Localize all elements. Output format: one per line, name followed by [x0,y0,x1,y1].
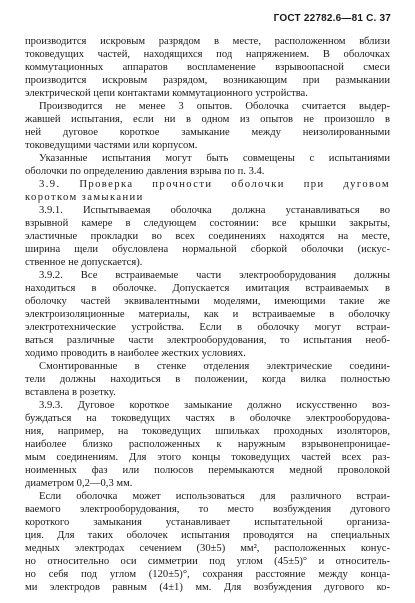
text-line: электрической цепи контактами коммутационного устройства. [25,88,308,99]
text-line: 3.9.3. Дуговое короткое замыкание должно искусственно воз- [39,400,390,411]
text-line: коммутационных аппаратов воспламенение взрывоопасной смеси [25,62,390,73]
text-line: находиться в оболочке. Допускается имитация встраиваемых в [25,283,390,294]
text-line: ноименных фаз или полюсов перемыкаются медной проволокой [25,465,390,476]
text-line: 3.9.2. Все встраиваемые части электрооборудования должны [39,270,390,281]
text-line: ваться различные части электрооборудования, то испытания необ- [25,335,390,346]
text-line: Если оболочка может использоваться для различного встраи- [39,491,390,502]
body-text [25,35,390,594]
text-line: электроизоляционные материалы, как и встраиваемые в оболочку [25,309,390,320]
text-line: Указанные испытания могут быть совмещены с испытаниями [39,153,390,164]
text-line: медных электродах сечением (30±5) мм², расположенных конус- [25,543,390,554]
text-line: короткого замыкания устанавливает испытательной организа- [25,517,390,528]
text-line: ми электродов равным (4±1) мм. Для возбуждения дугового ко- [25,582,390,593]
text-line: производится искровым разрядом в месте, расположенном вблизи [25,36,390,47]
section-heading-line: 3.9. Проверка прочности оболочки при дуговом [39,179,390,190]
text-line: оболочки по определению давления взрыва по п. 3.4. [25,166,265,177]
text-line: ширина щели обусловлена нормальной сборкой оболочки (искус- [25,244,390,255]
text-line: Смонтированные в стенке отделения электрические соедини- [39,361,390,372]
text-line: тели должны находиться в положении, когда вилка полностью [25,374,390,385]
text-line: диаметром 0,2—0,3 мм. [25,478,133,489]
text-line: но себя под углом (120±5)°, сохраняя расстояние между конца- [25,569,390,580]
text-line: жавшей испытания, если ни в одном из опытов не произошло в [25,114,390,125]
text-line: ваемого электрооборудования, то место возбуждения дугового [25,504,390,515]
text-line: ходимо проводить в наиболее жестких условиях. [25,348,246,359]
text-line: ней дуговое короткое замыкание между неизолированными [25,127,390,138]
text-line: эластичные прокладки во всех соединениях находятся на месте, [25,231,390,242]
text-line: токоведущими частями или корпусом. [25,140,198,151]
text-line: 3.9.1. Испытываемая оболочка должна устанавливаться во [39,205,390,216]
section-heading-line: коротком замыкании [25,192,144,203]
text-line: электротехнические устройства. Если в оболочку могут встраи- [25,322,390,333]
text-line: ния, например, на токоведущих шпильках проходных изоляторов, [25,426,390,437]
text-line: буждаться на токоведущих частях в оболочке электрооборудова- [25,413,390,424]
text-line: Производится не менее 3 опытов. Оболочка считается выдер- [39,101,390,112]
text-line: но относительно оси симметрии под углом (45±5)° и относитель- [25,556,390,567]
text-line: токоведущих частей, находящихся под напряжением. В оболочках [25,49,390,60]
page-header: ГОСТ 22782.6—81 С. 37 [273,13,391,24]
text-line: производится искровым разрядом, возникающим при размыкании [25,75,390,86]
text-line: ственное не допускается). [25,257,143,268]
text-line: ция. Для таких оболочек испытания проводятся на специальных [25,530,390,541]
text-line: наиболее близко расположенных к наружным взрывонепроницае- [25,439,390,450]
text-line: оболочку частей эквивалентными моделями, имеющими такие же [25,296,390,307]
text-line: мым соединениям. Для этого концы токоведущих частей всех раз- [25,452,390,463]
text-line: вставлена в розетку. [25,387,116,398]
text-line: взрывной камере в следующем состоянии: все крышки закрыты, [25,218,390,229]
